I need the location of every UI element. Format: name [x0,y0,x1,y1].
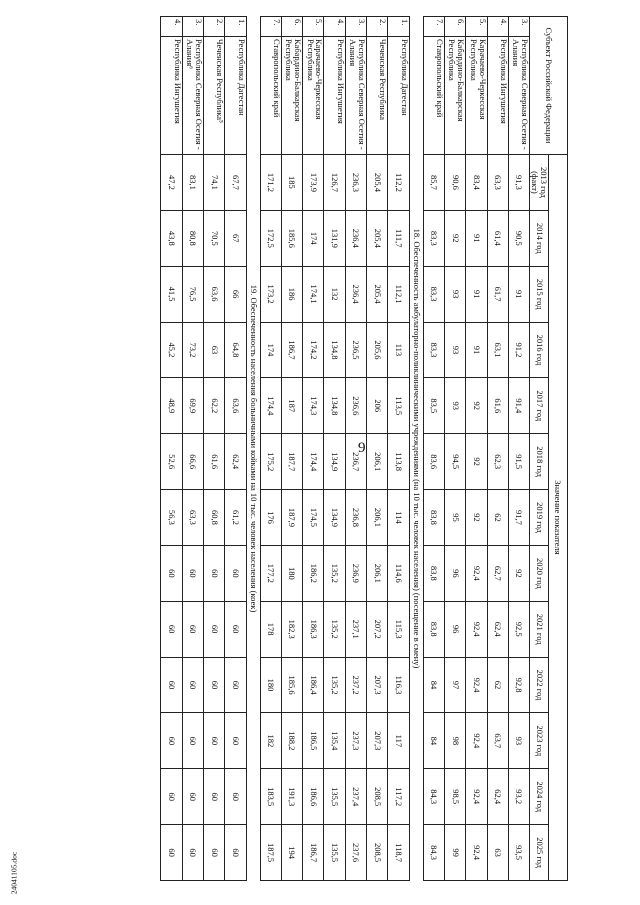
table-cell: 69,9 [182,378,203,434]
table-cell: 134,8 [324,378,345,434]
section-title-row [409,17,423,881]
table-cell: 134,9 [324,434,345,490]
table-cell: 60,8 [204,490,225,546]
table-cell: 237,3 [345,713,366,769]
table-row [345,17,366,881]
table-cell: 174 [303,210,324,266]
table-cell: 237,6 [345,825,366,881]
row-number: 2. [204,17,225,37]
footer-doc-id [0,848,30,898]
table-cell: 118,7 [388,825,409,881]
table-cell: 93 [444,266,465,322]
table-row [508,17,529,881]
table-cell: 98,5 [444,769,465,825]
table-cell: 76,5 [182,266,203,322]
table-cell: 185,6 [281,210,302,266]
subject-name: Республика Северная Осетия - Алания [345,37,366,155]
row-number: 4. [161,17,182,37]
table-cell: 60 [182,825,203,881]
table-row [204,17,225,881]
row-number: 6. [444,17,465,37]
year-header: 2025 год [530,825,549,881]
table-cell: 117 [388,713,409,769]
table-cell: 60 [225,825,246,881]
section-title: 18. Обеспеченность амбулаторно-поликлиническими учреждениями (на 10 тыс. человек населения) (посещение в смену) [409,17,423,881]
table-cell: 60 [204,545,225,601]
subject-name: Кабардино-Балкарская Республика [281,37,302,155]
table-cell: 174 [260,322,281,378]
table-cell: 91 [508,266,529,322]
table-cell: 135,2 [324,657,345,713]
year-header: 2017 год [530,378,549,434]
table-cell: 63,1 [487,322,508,378]
table-cell: 63,3 [487,155,508,211]
table-cell: 206 [367,378,388,434]
table-cell: 74,1 [204,155,225,211]
table-cell: 66,6 [182,434,203,490]
table-cell: 90,5 [508,210,529,266]
table-cell: 73,2 [182,322,203,378]
table-cell: 185,6 [281,657,302,713]
table-cell: 62,4 [487,601,508,657]
table-cell: 61,6 [204,434,225,490]
table-cell: 176 [260,490,281,546]
table-cell: 83,8 [423,545,444,601]
table-cell: 62,2 [204,378,225,434]
table-cell: 134,8 [324,322,345,378]
table-cell: 205,4 [367,210,388,266]
subject-name: Республика Северная Осетия - Алания [508,37,529,155]
table-cell: 187 [281,378,302,434]
table-cell: 174,2 [303,322,324,378]
table-cell: 60 [204,825,225,881]
table-cell: 91,7 [508,490,529,546]
table-cell: 180 [281,545,302,601]
table-cell: 60 [182,545,203,601]
table-cell: 61,2 [225,490,246,546]
table-cell: 187,7 [281,434,302,490]
table-cell: 206,1 [367,434,388,490]
subject-name: Кабардино-Балкарская Республика [444,37,465,155]
table-cell: 60 [161,713,182,769]
table-cell: 92,4 [466,713,487,769]
table-cell: 237,4 [345,769,366,825]
table-cell: 180 [260,657,281,713]
year-header: 2014 год [530,210,549,266]
year-header: 2015 год [530,266,549,322]
table-cell: 91 [466,210,487,266]
table-row [466,17,487,881]
table-cell: 113,5 [388,378,409,434]
table-cell: 63,6 [204,266,225,322]
subject-name: Республика Северная Осетия - Алания⁶ [182,37,203,155]
subject-name: Ставропольский край [260,37,281,155]
subject-name: Карачаево-Черкесская Республика [303,37,324,155]
table-cell: 206,1 [367,545,388,601]
subject-name: Чеченская Республика⁵ [204,37,225,155]
table-cell: 236,8 [345,490,366,546]
section-title-row [246,17,260,881]
table-row [260,17,281,881]
table-cell: 84,3 [423,825,444,881]
row-number: 7. [423,17,444,37]
table-row [161,17,182,881]
table-cell: 207,3 [367,713,388,769]
table-cell: 63,7 [487,713,508,769]
table-cell: 92 [466,378,487,434]
table-cell: 206,1 [367,490,388,546]
table-cell: 92,4 [466,769,487,825]
table-cell: 91,2 [508,322,529,378]
table-cell: 93 [444,322,465,378]
table-cell: 92,4 [466,825,487,881]
table-cell: 92,4 [466,545,487,601]
row-number: 6. [281,17,302,37]
year-header: 2022 год [530,657,549,713]
table-cell: 83,1 [182,155,203,211]
year-header: 2021 год [530,601,549,657]
table-cell: 91,5 [508,434,529,490]
subject-name: Ставропольский край [423,37,444,155]
table-cell: 236,5 [345,322,366,378]
table-cell: 94,5 [444,434,465,490]
table-cell: 186,2 [303,545,324,601]
table-cell: 208,5 [367,769,388,825]
table-cell: 135,2 [324,601,345,657]
table-cell: 112,1 [388,266,409,322]
row-number: 3. [508,17,529,37]
table-cell: 174,5 [303,490,324,546]
table-cell: 60 [204,769,225,825]
table-cell: 131,9 [324,210,345,266]
table-cell: 173,9 [303,155,324,211]
table-body [161,17,530,881]
table-row [281,17,302,881]
table-cell: 60 [204,657,225,713]
table-cell: 205,6 [367,322,388,378]
table-cell: 205,4 [367,155,388,211]
table-cell: 48,9 [161,378,182,434]
table-cell: 92,8 [508,657,529,713]
table-cell: 135,4 [324,713,345,769]
table-cell: 187,5 [260,825,281,881]
table-cell: 188,2 [281,713,302,769]
table-cell: 187,9 [281,490,302,546]
table-cell: 186,4 [303,657,324,713]
table-cell: 194 [281,825,302,881]
table-cell: 186 [281,266,302,322]
table-row [423,17,444,881]
table-cell: 205,4 [367,266,388,322]
table-cell: 60 [225,601,246,657]
table-cell: 236,4 [345,266,366,322]
table-cell: 183,5 [260,769,281,825]
table-cell: 60 [161,601,182,657]
table-cell: 207,3 [367,657,388,713]
table-cell: 174,1 [303,266,324,322]
table-cell: 60 [225,657,246,713]
table-cell: 91 [466,266,487,322]
table-cell: 135,5 [324,825,345,881]
year-header: 2024 год [530,769,549,825]
table-cell: 84,3 [423,769,444,825]
table-cell: 237,1 [345,601,366,657]
table-cell: 174,3 [303,378,324,434]
table-cell: 62,7 [487,545,508,601]
table-cell: 61,4 [487,210,508,266]
table-cell: 91,4 [508,378,529,434]
table-cell: 45,2 [161,322,182,378]
row-number: 4. [487,17,508,37]
table-cell: 93 [508,713,529,769]
table-cell: 62,3 [487,434,508,490]
year-header: 2018 год [530,434,549,490]
table-cell: 95 [444,490,465,546]
table-cell: 60 [161,769,182,825]
table-cell: 67 [225,210,246,266]
table-cell: 186,5 [303,713,324,769]
row-number: 2. [367,17,388,37]
table-cell: 96 [444,545,465,601]
table-cell: 93,2 [508,769,529,825]
table-cell: 182 [260,713,281,769]
table-cell: 91 [466,322,487,378]
table-cell: 236,7 [345,434,366,490]
year-header: 2016 год [530,322,549,378]
subject-name: Карачаево-Черкесская Республика [466,37,487,155]
table-row [444,17,465,881]
table-cell: 83,3 [423,322,444,378]
subject-name: Республика Ингушетия [487,37,508,155]
table-row [303,17,324,881]
table-cell: 63,3 [182,490,203,546]
table-cell: 174,4 [303,434,324,490]
table-cell: 134,9 [324,490,345,546]
table-cell: 41,5 [161,266,182,322]
table-cell: 171,2 [260,155,281,211]
table-cell: 67,7 [225,155,246,211]
table-cell: 98 [444,713,465,769]
table-cell: 186,6 [303,769,324,825]
table-cell: 236,9 [345,545,366,601]
table-cell: 80,8 [182,210,203,266]
table-cell: 92 [508,545,529,601]
values-header: Значение показателя [549,155,568,881]
table-cell: 114 [388,490,409,546]
table-cell: 172,5 [260,210,281,266]
table-cell: 61,7 [487,266,508,322]
table-cell: 70,5 [204,210,225,266]
table-cell: 60 [225,713,246,769]
table-cell: 111,7 [388,210,409,266]
table-cell: 186,7 [303,825,324,881]
row-number: 1. [225,17,246,37]
table-cell: 56,3 [161,490,182,546]
table-cell: 207,2 [367,601,388,657]
table-cell: 93,5 [508,825,529,881]
table-cell: 186,7 [281,322,302,378]
row-number: 3. [182,17,203,37]
table-cell: 83,3 [423,266,444,322]
subject-name: Республика Ингушетия [324,37,345,155]
table-cell: 61,6 [487,378,508,434]
table-cell: 63,6 [225,378,246,434]
table-cell: 52,6 [161,434,182,490]
indicators-table [160,16,568,881]
table-cell: 83,8 [423,601,444,657]
table-cell: 60 [182,769,203,825]
table-cell: 60 [204,713,225,769]
table-cell: 83,3 [423,210,444,266]
table-cell: 92,4 [466,657,487,713]
table-cell: 62 [487,657,508,713]
table-row [225,17,246,881]
table-cell: 62,4 [225,434,246,490]
table-cell: 178 [260,601,281,657]
table-cell: 93 [444,378,465,434]
table-cell: 83,6 [423,434,444,490]
rotated-table [68,16,568,881]
page-number: 9 [358,440,366,456]
table-cell: 114,6 [388,545,409,601]
table-cell: 92,4 [466,601,487,657]
table-cell: 236,4 [345,210,366,266]
table-cell: 208,5 [367,825,388,881]
table-cell: 60 [204,601,225,657]
table-cell: 99 [444,825,465,881]
table-row [182,17,203,881]
table-cell: 85,7 [423,155,444,211]
table-cell: 92 [444,210,465,266]
table-cell: 126,7 [324,155,345,211]
table-cell: 63 [204,322,225,378]
table-cell: 182,3 [281,601,302,657]
year-header: 2020 год [530,545,549,601]
table-cell: 62 [487,490,508,546]
row-number: 3. [345,17,366,37]
table-cell: 115,3 [388,601,409,657]
table-cell: 83,4 [466,155,487,211]
table-cell: 66 [225,266,246,322]
rotated-table-container [68,16,568,881]
table-cell: 62,4 [487,769,508,825]
table-cell: 84 [423,657,444,713]
table-row [388,17,409,881]
year-header: 2023 год [530,713,549,769]
row-number: 4. [324,17,345,37]
table-cell: 174,4 [260,378,281,434]
table-cell: 175,2 [260,434,281,490]
table-cell: 117,2 [388,769,409,825]
year-header: 2019 год [530,490,549,546]
table-cell: 60 [182,601,203,657]
table-cell: 84 [423,713,444,769]
row-number: 7. [260,17,281,37]
subject-header: Субъект Российской Федерации [530,17,568,155]
table-row [324,17,345,881]
table-cell: 236,3 [345,155,366,211]
table-cell: 92 [466,434,487,490]
table-cell: 64,8 [225,322,246,378]
row-number: 5. [303,17,324,37]
table-cell: 177,2 [260,545,281,601]
table-cell: 173,2 [260,266,281,322]
table-cell: 97 [444,657,465,713]
table-cell: 92,5 [508,601,529,657]
table-cell: 237,2 [345,657,366,713]
table-cell: 116,3 [388,657,409,713]
table-cell: 112,2 [388,155,409,211]
table-cell: 96 [444,601,465,657]
subject-name: Республика Ингушетия [161,37,182,155]
table-row [367,17,388,881]
subject-name: Республика Дагестан [225,37,246,155]
subject-name: Чеченская Республика [367,37,388,155]
table-cell: 60 [225,769,246,825]
table-cell: 191,3 [281,769,302,825]
row-number: 5. [466,17,487,37]
table-row [487,17,508,881]
row-number: 1. [388,17,409,37]
table-cell: 60 [161,657,182,713]
table-cell: 47,2 [161,155,182,211]
year-header: 2013 год (факт) [530,155,549,211]
table-cell: 132 [324,266,345,322]
table-cell: 63 [487,825,508,881]
table-cell: 113,8 [388,434,409,490]
table-cell: 83,8 [423,490,444,546]
table-cell: 83,5 [423,378,444,434]
table-cell: 135,2 [324,545,345,601]
table-cell: 92 [466,490,487,546]
table-cell: 60 [161,545,182,601]
table-cell: 43,8 [161,210,182,266]
table-cell: 90,6 [444,155,465,211]
table-cell: 60 [225,545,246,601]
section-title: 19. Обеспеченность населения больничными койками на 10 тыс. человек населения (коек) [246,17,260,881]
table-cell: 113 [388,322,409,378]
table-cell: 185 [281,155,302,211]
subject-name: Республика Дагестан [388,37,409,155]
table-cell: 60 [182,713,203,769]
table-cell: 91,3 [508,155,529,211]
table-cell: 60 [161,825,182,881]
table-cell: 135,5 [324,769,345,825]
table-cell: 186,3 [303,601,324,657]
table-cell: 236,6 [345,378,366,434]
table-cell: 60 [182,657,203,713]
footer-doc-id-text: 24041105.doc [9,851,19,895]
